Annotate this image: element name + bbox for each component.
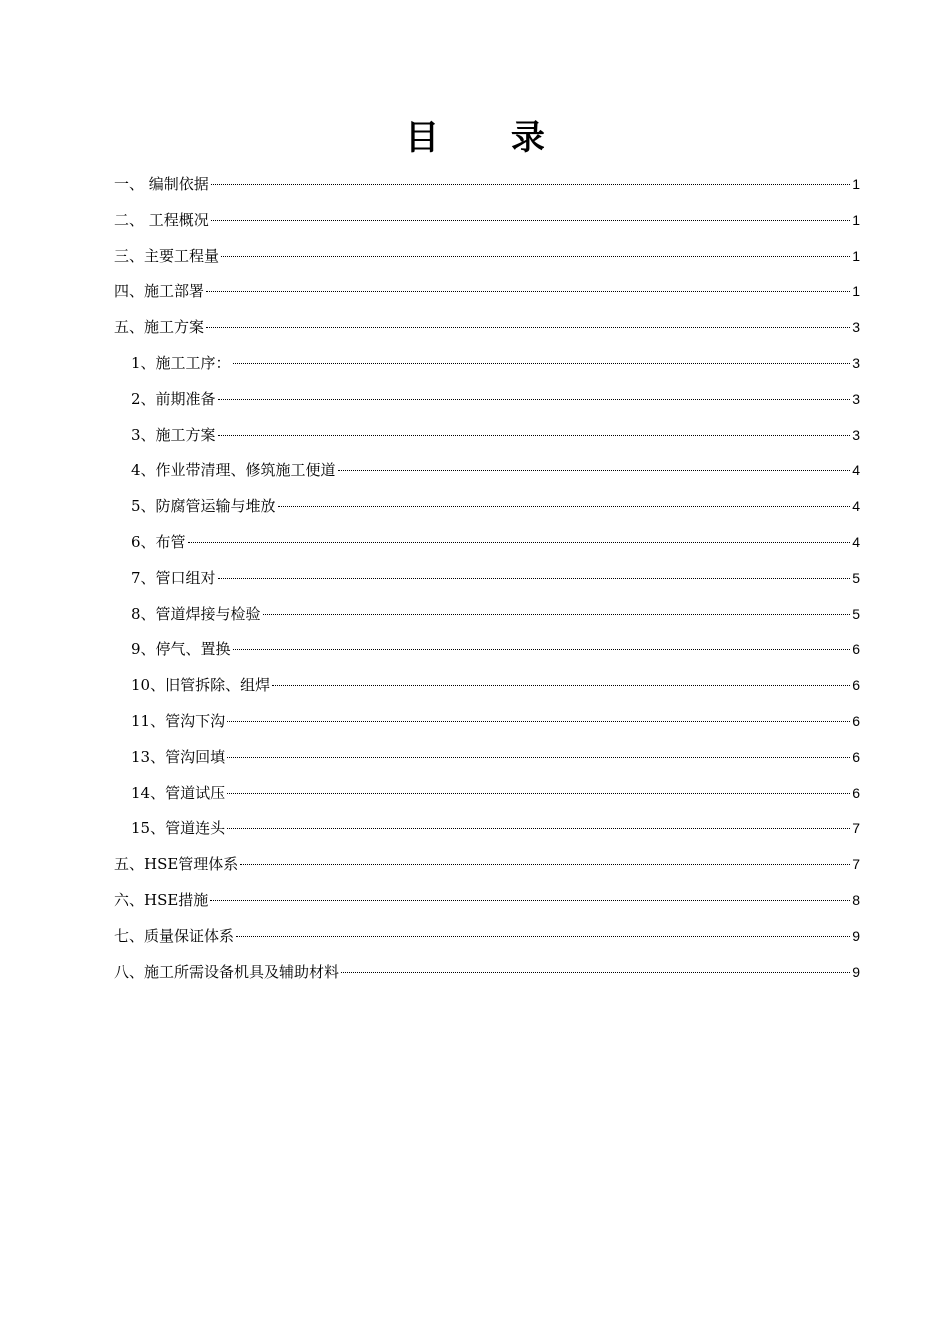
- toc-entry-page: 1: [852, 283, 860, 300]
- toc-dot-leader: [218, 577, 851, 579]
- toc-dot-leader: [227, 720, 850, 722]
- toc-dot-leader: [278, 505, 851, 507]
- toc-entry-label: 3、施工方案: [131, 425, 216, 444]
- toc-entry-12[interactable]: [114, 561, 860, 597]
- toc-dot-leader: [206, 326, 850, 328]
- toc-entry-page: 3: [852, 390, 860, 407]
- toc-entry-label: 13、管沟回填: [131, 747, 226, 766]
- toc-dot-leader: [211, 183, 850, 185]
- toc-entry-page: 3: [852, 319, 860, 336]
- toc-entry-label: 七、质量保证体系: [114, 926, 235, 945]
- toc-dot-leader: [218, 398, 851, 400]
- toc-entry-page: 6: [852, 748, 860, 765]
- toc-entry-17[interactable]: [114, 740, 860, 776]
- toc-entry-label: 4、作业带清理、修筑施工便道: [131, 461, 336, 480]
- toc-entry-page: 6: [852, 641, 860, 658]
- toc-dot-leader: [218, 434, 851, 436]
- toc-dot-leader: [240, 863, 850, 865]
- toc-entry-page: 5: [852, 605, 860, 622]
- toc-entry-page: 1: [852, 176, 860, 192]
- toc-entry-page: 7: [852, 856, 860, 873]
- toc-entry-label: 六、HSE措施: [114, 890, 209, 909]
- toc-dot-leader: [210, 899, 850, 901]
- toc-entry-page: 1: [852, 211, 860, 228]
- toc-dot-leader: [338, 469, 851, 471]
- toc-entry-page: 6: [852, 784, 860, 801]
- toc-entry-page: 1: [852, 247, 860, 264]
- toc-entry-label: 三、主要工程量: [114, 246, 220, 265]
- toc-entry-label: 一、 编制依据: [114, 175, 209, 193]
- toc-dot-leader: [236, 935, 850, 937]
- toc-dot-leader: [272, 684, 850, 686]
- toc-entry-label: 10、旧管拆除、组焊: [131, 676, 271, 695]
- toc-entry-13[interactable]: [114, 597, 860, 633]
- toc-entry-label: 五、HSE管理体系: [114, 855, 239, 874]
- toc-dot-leader: [221, 255, 850, 257]
- toc-entry-page: 8: [852, 891, 860, 908]
- toc-entry-16[interactable]: [114, 704, 860, 740]
- toc-entry-page: 6: [852, 677, 860, 694]
- toc-entry-1[interactable]: [114, 167, 860, 203]
- toc-entry-label: 6、布管: [131, 532, 186, 551]
- toc-entry-label: 8、管道焊接与检验: [131, 604, 261, 623]
- toc-dot-leader: [211, 219, 850, 221]
- toc-entry-11[interactable]: [114, 525, 860, 561]
- toc-entry-label: 五、施工方案: [114, 318, 205, 337]
- toc-entry-label: 11、管沟下沟: [131, 711, 226, 730]
- toc-entry-6[interactable]: [114, 346, 860, 382]
- toc-dot-leader: [227, 756, 850, 758]
- toc-dot-leader: [206, 290, 850, 292]
- toc-entry-14[interactable]: [114, 632, 860, 668]
- toc-entry-10[interactable]: [114, 489, 860, 525]
- toc-dot-leader: [263, 613, 851, 615]
- toc-entry-page: 4: [852, 533, 860, 550]
- toc-entry-page: 6: [852, 712, 860, 729]
- toc-entry-label: 7、管口组对: [131, 568, 216, 587]
- toc-entry-page: 9: [852, 927, 860, 944]
- toc-entry-label: 14、管道试压: [131, 783, 226, 802]
- toc-entry-15[interactable]: [114, 668, 860, 704]
- toc-dot-leader: [341, 971, 850, 973]
- toc-entry-label: 2、前期准备: [131, 389, 216, 408]
- table-of-contents: [114, 167, 860, 990]
- toc-entry-4[interactable]: [114, 274, 860, 310]
- toc-entry-7[interactable]: [114, 382, 860, 418]
- toc-entry-page: 4: [852, 498, 860, 515]
- toc-dot-leader: [188, 541, 851, 543]
- toc-entry-21[interactable]: [114, 883, 860, 919]
- toc-entry-18[interactable]: [114, 776, 860, 812]
- toc-entry-page: 3: [852, 354, 860, 371]
- toc-entry-label: 5、防腐管运输与堆放: [131, 497, 276, 516]
- toc-entry-19[interactable]: [114, 811, 860, 847]
- toc-entry-page: 3: [852, 426, 860, 443]
- toc-entry-5[interactable]: [114, 310, 860, 346]
- toc-dot-leader: [233, 648, 851, 650]
- toc-entry-8[interactable]: [114, 418, 860, 454]
- toc-entry-page: 4: [852, 462, 860, 479]
- toc-entry-page: 5: [852, 569, 860, 586]
- toc-entry-label: 二、 工程概况: [114, 210, 209, 229]
- toc-entry-20[interactable]: [114, 847, 860, 883]
- toc-entry-3[interactable]: [114, 239, 860, 275]
- toc-entry-label: 1、施工工序：: [131, 353, 231, 372]
- toc-entry-label: 八、施工所需设备机具及辅助材料: [114, 962, 340, 981]
- toc-entry-2[interactable]: [114, 203, 860, 239]
- toc-dot-leader: [233, 362, 851, 364]
- toc-entry-23[interactable]: [114, 955, 860, 991]
- toc-entry-label: 15、管道连头: [131, 819, 226, 838]
- toc-entry-page: 7: [852, 820, 860, 837]
- page-title: 目 录: [405, 118, 575, 158]
- toc-entry-22[interactable]: [114, 919, 860, 955]
- toc-entry-page: 9: [852, 963, 860, 980]
- toc-entry-label: 9、停气、置换: [131, 640, 231, 659]
- toc-dot-leader: [227, 792, 850, 794]
- toc-entry-label: 四、施工部署: [114, 282, 205, 301]
- toc-dot-leader: [227, 827, 850, 829]
- toc-entry-9[interactable]: [114, 453, 860, 489]
